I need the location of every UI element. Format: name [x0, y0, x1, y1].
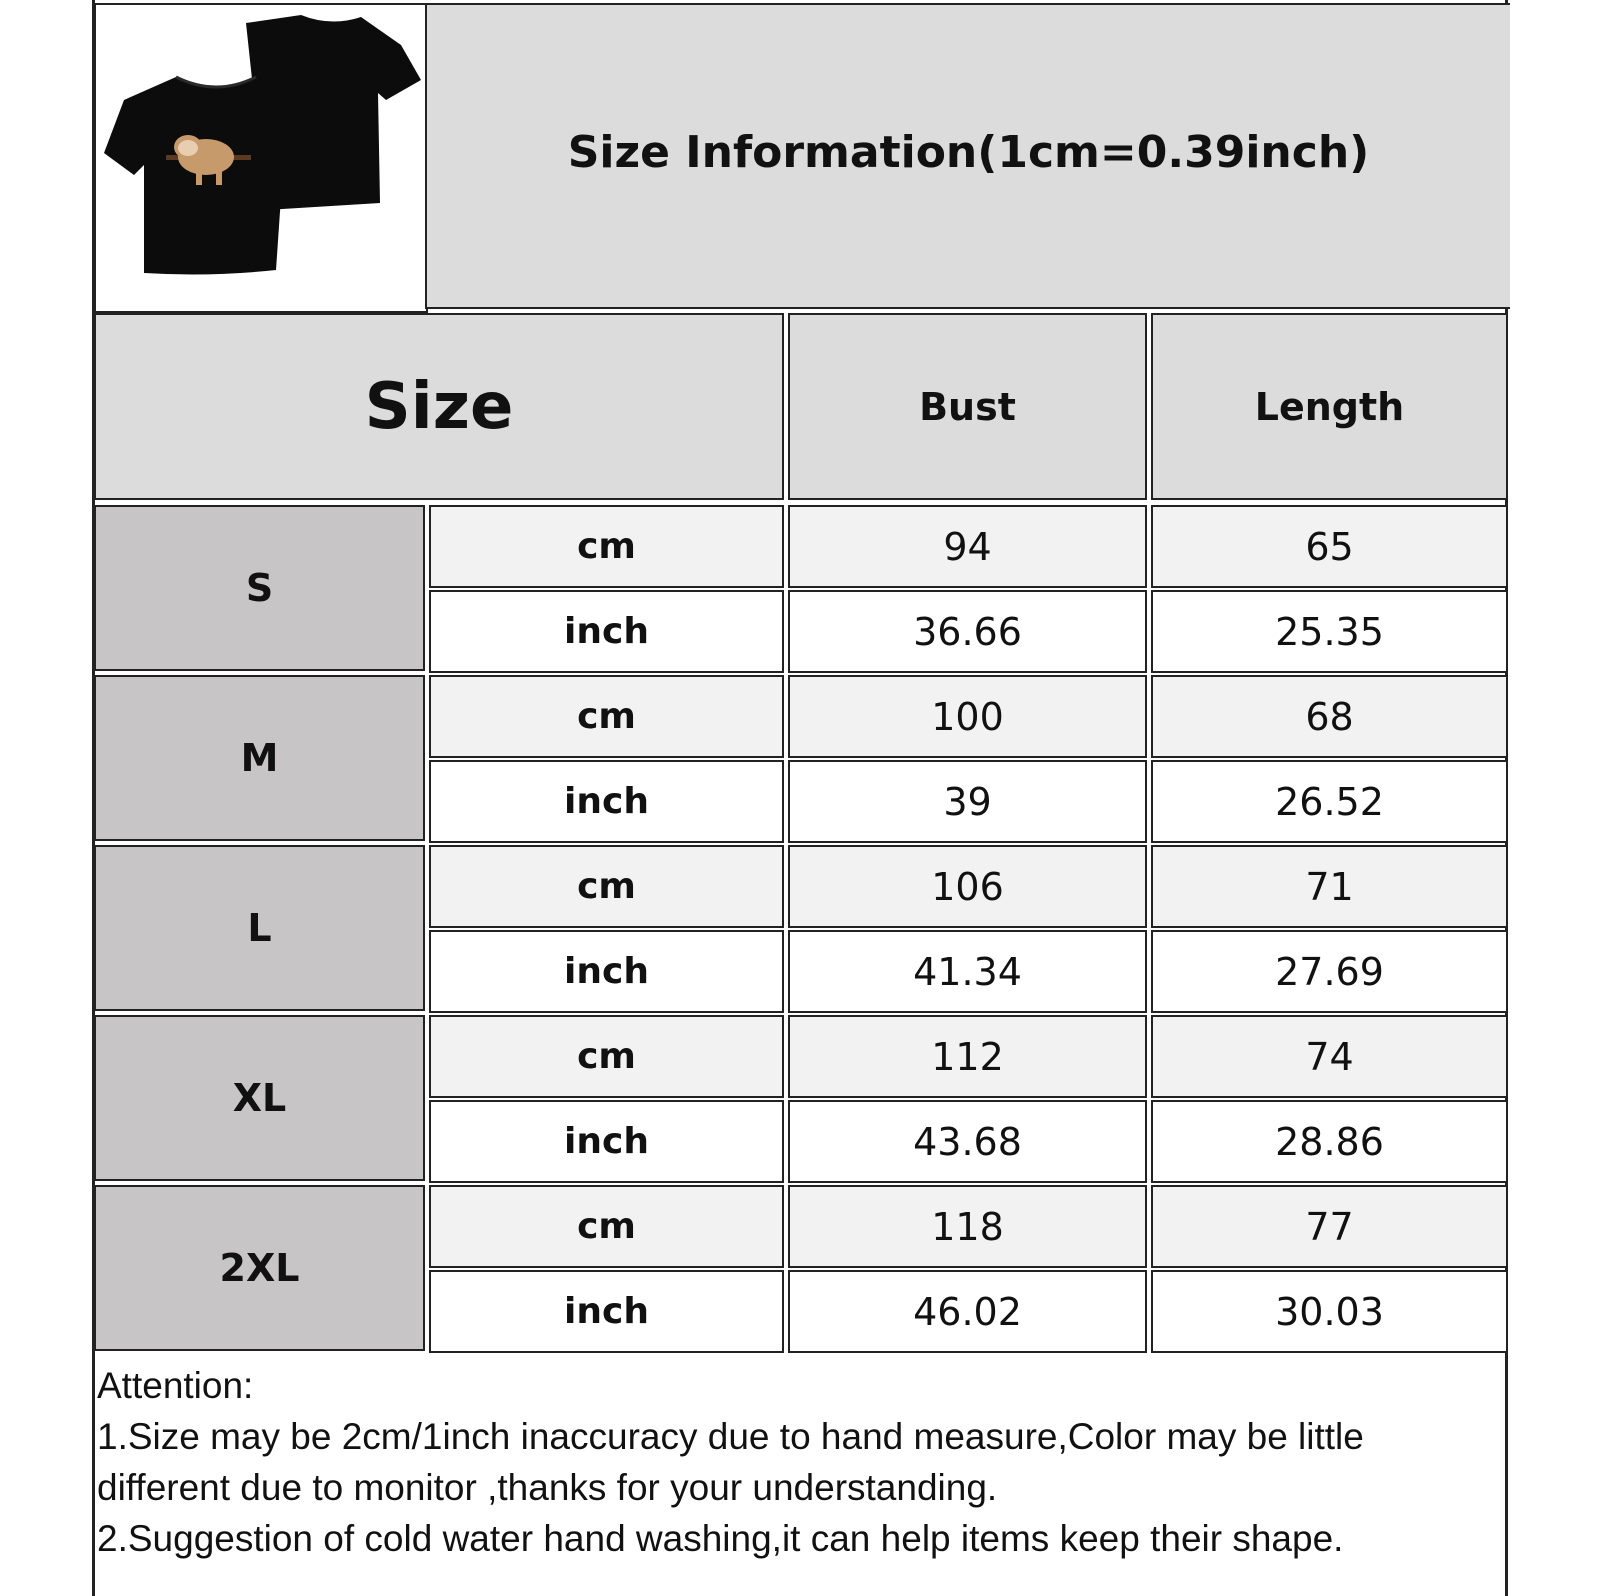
bust-value: 118 — [931, 1204, 1004, 1249]
length-value-cell — [1151, 930, 1508, 1013]
t-shirt-sloth-icon — [96, 5, 422, 307]
bust-value: 106 — [931, 864, 1004, 909]
size-label: XL — [232, 1076, 287, 1120]
unit-label: cm — [577, 866, 636, 907]
bust-value: 39 — [943, 779, 992, 824]
notes-line-2: different due to monitor ,thanks for your understanding. — [97, 1467, 998, 1508]
unit-label: cm — [577, 526, 636, 567]
length-value-cell — [1151, 590, 1508, 673]
size-label-cell — [94, 1185, 425, 1351]
bust-value: 100 — [931, 694, 1004, 739]
bust-value: 43.68 — [913, 1119, 1022, 1164]
length-value-cell — [1151, 1185, 1508, 1268]
size-header-label: Size — [364, 369, 514, 444]
bust-header-cell — [788, 313, 1147, 500]
length-value-cell — [1151, 1015, 1508, 1098]
length-value: 68 — [1305, 694, 1354, 739]
length-header-cell — [1151, 313, 1508, 500]
bust-value: 46.02 — [913, 1289, 1022, 1334]
unit-label: cm — [577, 696, 636, 737]
length-value: 74 — [1305, 1034, 1354, 1079]
length-value: 28.86 — [1275, 1119, 1384, 1164]
unit-label-cell — [429, 760, 784, 843]
bust-value: 36.66 — [913, 609, 1022, 654]
bust-value-cell — [788, 845, 1147, 928]
length-value: 25.35 — [1275, 609, 1384, 654]
unit-label: inch — [564, 781, 649, 822]
unit-label-cell — [429, 590, 784, 673]
bust-value-cell — [788, 760, 1147, 843]
unit-label: inch — [564, 1291, 649, 1332]
bust-value: 41.34 — [913, 949, 1022, 994]
length-value-cell — [1151, 760, 1508, 843]
unit-label-cell — [429, 505, 784, 588]
bust-value-cell — [788, 1185, 1147, 1268]
unit-label: inch — [564, 1121, 649, 1162]
header-title-box — [425, 3, 1510, 309]
unit-label-cell — [429, 930, 784, 1013]
size-label: S — [245, 566, 274, 610]
bust-value-cell — [788, 590, 1147, 673]
unit-label-cell — [429, 845, 784, 928]
bust-value-cell — [788, 930, 1147, 1013]
unit-label-cell — [429, 1185, 784, 1268]
bust-value: 112 — [931, 1034, 1004, 1079]
unit-label-cell — [429, 1015, 784, 1098]
notes-line-1: 1.Size may be 2cm/1inch inaccuracy due to hand measure,Color may be little — [97, 1416, 1364, 1457]
length-value: 65 — [1305, 524, 1354, 569]
bust-value-cell — [788, 1270, 1147, 1353]
bust-header-label: Bust — [919, 384, 1016, 429]
bust-value: 94 — [943, 524, 992, 569]
unit-label: cm — [577, 1206, 636, 1247]
unit-label: inch — [564, 951, 649, 992]
notes-line-3: 2.Suggestion of cold water hand washing,it can help items keep their shape. — [97, 1518, 1344, 1559]
length-value: 27.69 — [1275, 949, 1384, 994]
length-value: 71 — [1305, 864, 1354, 909]
size-label: L — [247, 906, 272, 950]
length-value-cell — [1151, 1270, 1508, 1353]
size-label-cell — [94, 675, 425, 841]
bust-value-cell — [788, 1015, 1147, 1098]
unit-label-cell — [429, 675, 784, 758]
page-title: Size Information(1cm=0.39inch) — [567, 126, 1370, 178]
length-value-cell — [1151, 505, 1508, 588]
bust-value-cell — [788, 505, 1147, 588]
length-value: 30.03 — [1275, 1289, 1384, 1334]
size-header-cell — [94, 313, 784, 500]
length-value-cell — [1151, 675, 1508, 758]
size-label-cell — [94, 505, 425, 671]
notes-title: Attention: — [97, 1365, 254, 1406]
product-image — [94, 3, 428, 313]
unit-label-cell — [429, 1100, 784, 1183]
length-header-label: Length — [1254, 384, 1405, 429]
unit-label: cm — [577, 1036, 636, 1077]
unit-label: inch — [564, 611, 649, 652]
size-label: M — [240, 736, 279, 780]
length-value: 26.52 — [1275, 779, 1384, 824]
size-label: 2XL — [219, 1246, 300, 1290]
length-value-cell — [1151, 1100, 1508, 1183]
length-value-cell — [1151, 845, 1508, 928]
length-value: 77 — [1305, 1204, 1354, 1249]
bust-value-cell — [788, 1100, 1147, 1183]
bust-value-cell — [788, 675, 1147, 758]
unit-label-cell — [429, 1270, 784, 1353]
size-label-cell — [94, 845, 425, 1011]
size-label-cell — [94, 1015, 425, 1181]
attention-notes — [97, 1360, 1497, 1564]
